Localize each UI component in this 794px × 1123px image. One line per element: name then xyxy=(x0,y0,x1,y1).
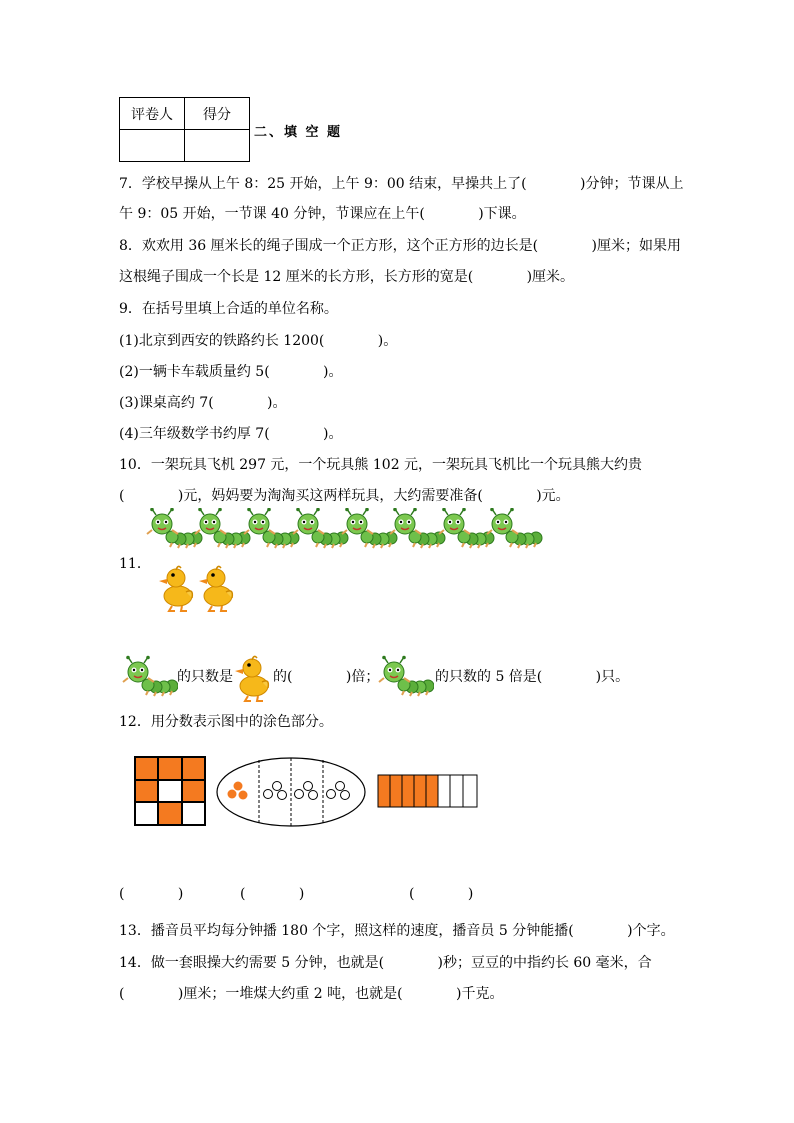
score-table-grader-cell[interactable] xyxy=(120,130,185,162)
caterpillar-row xyxy=(146,508,546,554)
duck-icon xyxy=(159,566,192,611)
caterpillar-icon xyxy=(378,654,434,700)
q7-line1: 7．学校早操从上午 8：25 开始，上午 9：00 结束，早操共上了( )分钟；节课从上 xyxy=(119,176,684,192)
q11-text2: 的( )倍； xyxy=(273,669,380,685)
q11-text1: 的只数是 xyxy=(177,669,233,685)
caterpillar-icon xyxy=(244,508,299,548)
score-table-score-cell[interactable] xyxy=(185,130,250,162)
q9-stem: 9．在括号里填上合适的单位名称。 xyxy=(119,301,338,317)
oval-circles-figure xyxy=(215,756,367,828)
q12-answer-2[interactable]: ( ) xyxy=(240,886,305,902)
duck-row xyxy=(156,560,246,614)
q9-part4: (4)三年级数学书约厚 7( )。 xyxy=(119,426,343,442)
q12-answer-3[interactable]: ( ) xyxy=(409,886,474,902)
duck-icon xyxy=(199,566,232,611)
q14-line2: ( )厘米；一堆煤大约重 2 吨，也就是( )千克。 xyxy=(119,986,504,1002)
caterpillar-icon xyxy=(147,508,202,548)
caterpillar-icon xyxy=(390,508,445,548)
caterpillar-icon xyxy=(293,508,348,548)
q7-line2: 午 9：05 开始，一节课 40 分钟，节课应在上午( )下课。 xyxy=(119,206,526,222)
score-table-grader-header: 评卷人 xyxy=(120,98,185,130)
strip-bar-figure xyxy=(377,774,479,808)
q8-line2: 这根绳子围成一个长是 12 厘米的长方形，长方形的宽是( )厘米。 xyxy=(119,269,575,285)
q12-stem: 12．用分数表示图中的涂色部分。 xyxy=(119,714,333,730)
caterpillar-icon xyxy=(342,508,397,548)
q10-line1: 10．一架玩具飞机 297 元，一个玩具熊 102 元，一架玩具飞机比一个玩具熊大约贵 xyxy=(119,457,643,473)
caterpillar-icon xyxy=(122,654,178,700)
q9-part2: (2)一辆卡车载质量约 5( )。 xyxy=(119,364,343,380)
q9-part1: (1)北京到西安的铁路约长 1200( )。 xyxy=(119,333,398,349)
score-table-score-header: 得分 xyxy=(185,98,250,130)
caterpillar-icon xyxy=(487,508,542,548)
section-title: 二、填 空 题 xyxy=(254,125,343,140)
caterpillar-icon xyxy=(439,508,494,548)
q10-line2: ( )元，妈妈要为淘淘买这两样玩具，大约需要准备( )元。 xyxy=(119,488,570,504)
q14-line1: 14．做一套眼操大约需要 5 分钟，也就是( )秒；豆豆的中指约长 60 毫米，合 xyxy=(119,955,652,971)
q11-number: 11． xyxy=(119,556,151,572)
q12-answer-1[interactable]: ( ) xyxy=(119,886,184,902)
checker-grid-figure xyxy=(134,756,206,826)
q11-text3: 的只数的 5 倍是( )只。 xyxy=(435,669,630,685)
q8-line1: 8．欢欢用 36 厘米长的绳子围成一个正方形，这个正方形的边长是( )厘米；如果用 xyxy=(119,238,681,254)
caterpillar-icon xyxy=(195,508,250,548)
q13-line1: 13．播音员平均每分钟播 180 个字，照这样的速度，播音员 5 分钟能播( )个字。 xyxy=(119,923,675,939)
q9-part3: (3)课桌高约 7( )。 xyxy=(119,395,287,411)
duck-icon xyxy=(234,650,274,706)
score-table xyxy=(119,97,250,162)
